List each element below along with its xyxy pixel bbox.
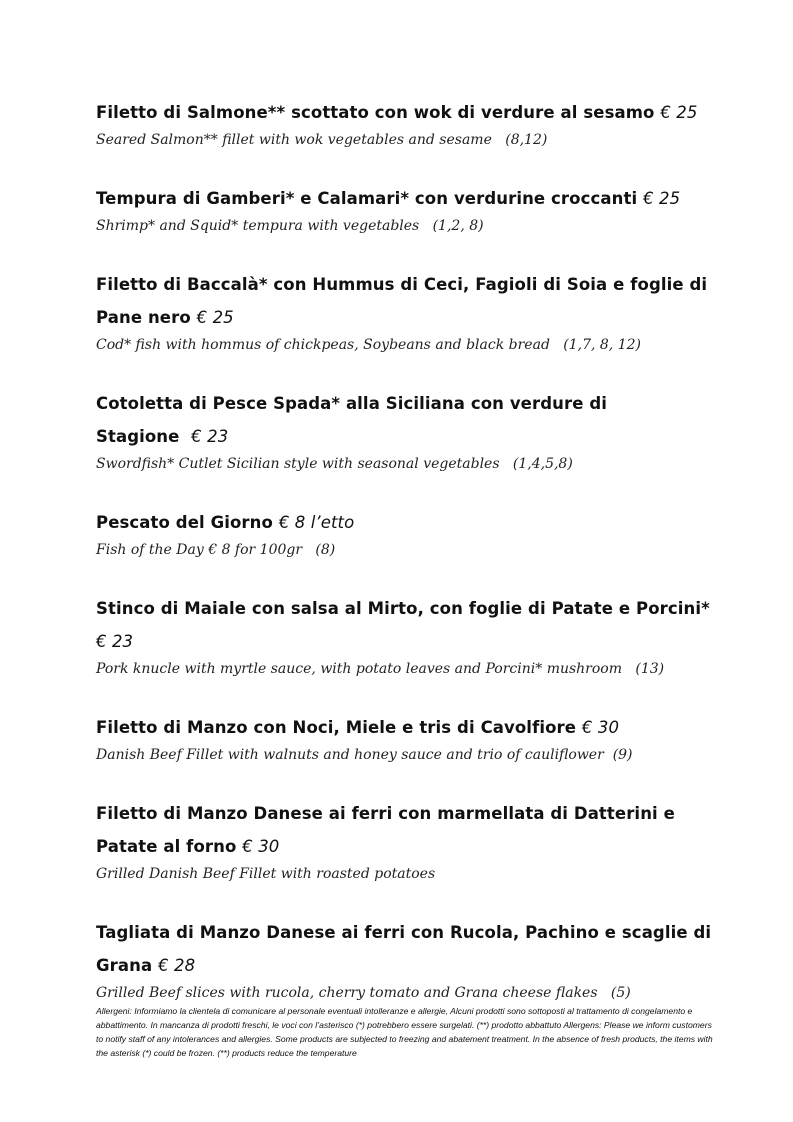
dish-name: Pescato del Giorno xyxy=(96,513,273,532)
dish-title xyxy=(96,96,716,129)
dish-description xyxy=(96,334,716,356)
dish-price: € 30 xyxy=(581,718,620,737)
dish-description-text: Seared Salmon** fillet with wok vegetables and sesame xyxy=(96,132,492,148)
menu-item xyxy=(96,916,716,1004)
dish-price: € 25 xyxy=(660,103,698,122)
menu-item xyxy=(96,96,716,151)
allergen-notice: Allergeni: Informiamo la clientela di comunicare al personale eventuali intolleranze e allergie, Alcuni prodotti sono sottoposti al trattamento di congelamento e abbattimento. In mancanza di prodotti freschi, le voci con l’asterisco (*) potrebbero essere surgelati. (**) prodotto abbattuto Allergens: Please we inform customers to notify staff of any intolerances and allergies. Some products are subjected to freezing and abatement treatment. In the absence of fresh products, the items with the asterisk (*) could be frozen. (**) products reduce the temperature xyxy=(96,1006,713,1058)
dish-title xyxy=(96,387,716,453)
dish-description-text: Danish Beef Fillet with walnuts and honey sauce and trio of cauliflower xyxy=(96,747,604,763)
dish-name: Filetto di Manzo con Noci, Miele e tris di Cavolfiore xyxy=(96,718,577,737)
menu-item xyxy=(96,506,716,561)
dish-description xyxy=(96,453,716,475)
dish-name: Cotoletta di Pesce Spada* alla Siciliana con verdure di Stagione xyxy=(96,394,608,446)
dish-description xyxy=(96,982,716,1004)
dish-title xyxy=(96,711,716,744)
dish-price: € 8 l’etto xyxy=(278,513,355,532)
dish-description-text: Pork knucle with myrtle sauce, with potato leaves and Porcini* mushroom xyxy=(96,661,623,677)
menu-item xyxy=(96,268,716,356)
menu-page xyxy=(96,96,716,1004)
dish-description xyxy=(96,129,716,151)
dish-name: Stinco di Maiale con salsa al Mirto, con foglie di Patate e Porcini* xyxy=(96,599,710,618)
allergen-codes: (8,12) xyxy=(505,132,548,148)
allergen-codes: (1,7, 8, 12) xyxy=(563,337,641,353)
menu-item xyxy=(96,387,716,475)
menu-item xyxy=(96,182,716,237)
dish-title xyxy=(96,592,716,658)
menu-item xyxy=(96,592,716,680)
dish-title xyxy=(96,268,716,334)
dish-description xyxy=(96,744,716,766)
dish-price: € 30 xyxy=(242,837,280,856)
allergen-codes: (13) xyxy=(635,661,665,677)
dish-title xyxy=(96,797,716,863)
dish-price: € 23 xyxy=(191,427,229,446)
dish-price: € 25 xyxy=(196,308,234,327)
dish-description xyxy=(96,215,716,237)
dish-price: € 23 xyxy=(96,632,134,651)
dish-name: Tempura di Gamberi* e Calamari* con verdurine croccanti xyxy=(96,189,638,208)
dish-title xyxy=(96,916,716,982)
dish-description xyxy=(96,658,716,680)
allergen-codes: (8) xyxy=(315,542,336,558)
dish-description-text: Cod* fish with hommus of chickpeas, Soybeans and black bread xyxy=(96,337,550,353)
dish-title xyxy=(96,506,716,539)
dish-description xyxy=(96,539,716,561)
dish-description-text: Grilled Beef slices with rucola, cherry tomato and Grana cheese flakes xyxy=(96,985,598,1001)
dish-name: Filetto di Manzo Danese ai ferri con marmellata di Datterini e Patate al forno xyxy=(96,804,675,856)
dish-description-text: Fish of the Day € 8 for 100gr xyxy=(96,542,303,558)
dish-name: Filetto di Baccalà* con Hummus di Ceci, Fagioli di Soia e foglie di Pane nero xyxy=(96,275,708,327)
allergen-codes: (1,4,5,8) xyxy=(512,456,573,472)
menu-item xyxy=(96,797,716,885)
dish-price: € 25 xyxy=(643,189,681,208)
dish-name: Tagliata di Manzo Danese ai ferri con Rucola, Pachino e scaglie di Grana xyxy=(96,923,712,975)
dish-price: € 28 xyxy=(158,956,196,975)
allergen-codes: (1,2, 8) xyxy=(432,218,484,234)
dish-description xyxy=(96,863,716,885)
dish-description-text: Shrimp* and Squid* tempura with vegetables xyxy=(96,218,420,234)
menu-item xyxy=(96,711,716,766)
allergen-codes: (5) xyxy=(610,985,631,1001)
dish-description-text: Grilled Danish Beef Fillet with roasted potatoes xyxy=(96,866,436,882)
dish-name: Filetto di Salmone** scottato con wok di verdure al sesamo xyxy=(96,103,655,122)
allergen-codes: (9) xyxy=(612,747,633,763)
dish-title xyxy=(96,182,716,215)
dish-description-text: Swordfish* Cutlet Sicilian style with seasonal vegetables xyxy=(96,456,500,472)
